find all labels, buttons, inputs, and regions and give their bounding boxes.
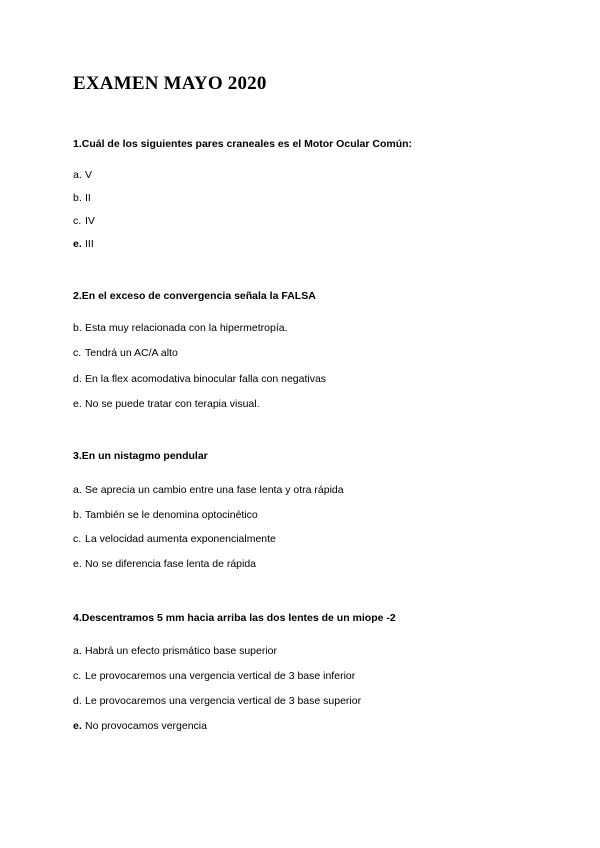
question-2: 2.En el exceso de convergencia señala la FALSA (73, 290, 316, 302)
question-1-option-b (73, 191, 91, 205)
question-3-option-b (73, 508, 258, 522)
option-letter: b. (73, 192, 82, 204)
option-letter: e. (73, 398, 82, 410)
option-text: Tendrá un AC/A alto (85, 347, 178, 359)
option-letter: c. (73, 533, 82, 545)
option-text: No provocamos vergencia (85, 720, 207, 732)
question-4-option-a (73, 644, 277, 658)
option-text: V (85, 169, 93, 181)
option-text: Esta muy relacionada con la hipermetropía. (85, 322, 288, 334)
question-1-option-c (73, 214, 95, 228)
question-1-option-a (73, 168, 92, 182)
option-text: La velocidad aumenta exponencialmente (85, 533, 276, 545)
option-letter: a. (73, 169, 82, 181)
page-title: EXAMEN MAYO 2020 (73, 73, 267, 94)
option-letter: a. (73, 484, 82, 496)
option-letter: e. (73, 720, 82, 732)
question-1-option-e (73, 237, 94, 251)
option-letter: c. (73, 215, 82, 227)
question-1: 1.Cuál de los siguientes pares craneales es el Motor Ocular Común: (73, 138, 413, 150)
option-letter: c. (73, 347, 82, 359)
question-4: 4.Descentramos 5 mm hacia arriba las dos lentes de un miope -2 (73, 612, 396, 624)
option-text: Se aprecia un cambio entre una fase lenta y otra rápida (85, 484, 344, 496)
option-letter: d. (73, 695, 82, 707)
option-text: No se diferencia fase lenta de rápida (85, 558, 257, 570)
option-text: IV (85, 215, 95, 227)
option-text: Habrá un efecto prismático base superior (85, 645, 278, 657)
question-2-option-e (73, 397, 260, 411)
question-3-option-a (73, 483, 344, 497)
option-letter: e. (73, 238, 82, 250)
option-text: En la flex acomodativa binocular falla con negativas (85, 373, 327, 385)
option-letter: c. (73, 670, 82, 682)
option-text: También se le denomina optocinético (85, 509, 258, 521)
option-letter: b. (73, 322, 82, 334)
question-2-option-b (73, 321, 288, 335)
question-3-option-e (73, 557, 256, 571)
option-letter: e. (73, 558, 82, 570)
option-text: Le provocaremos una vergencia vertical de 3 base superior (85, 695, 362, 707)
option-text: No se puede tratar con terapia visual. (85, 398, 260, 410)
option-text: Le provocaremos una vergencia vertical de 3 base inferior (85, 670, 356, 682)
question-2-option-d (73, 372, 326, 386)
question-4-option-e (73, 719, 207, 733)
question-3: 3.En un nistagmo pendular (73, 450, 208, 462)
question-4-option-d (73, 694, 361, 708)
option-text: II (85, 192, 91, 204)
option-letter: b. (73, 509, 82, 521)
option-text: III (85, 238, 94, 250)
question-4-option-c (73, 669, 355, 683)
option-letter: d. (73, 373, 82, 385)
question-3-option-c (73, 532, 276, 546)
question-2-option-c (73, 346, 178, 360)
option-letter: a. (73, 645, 82, 657)
